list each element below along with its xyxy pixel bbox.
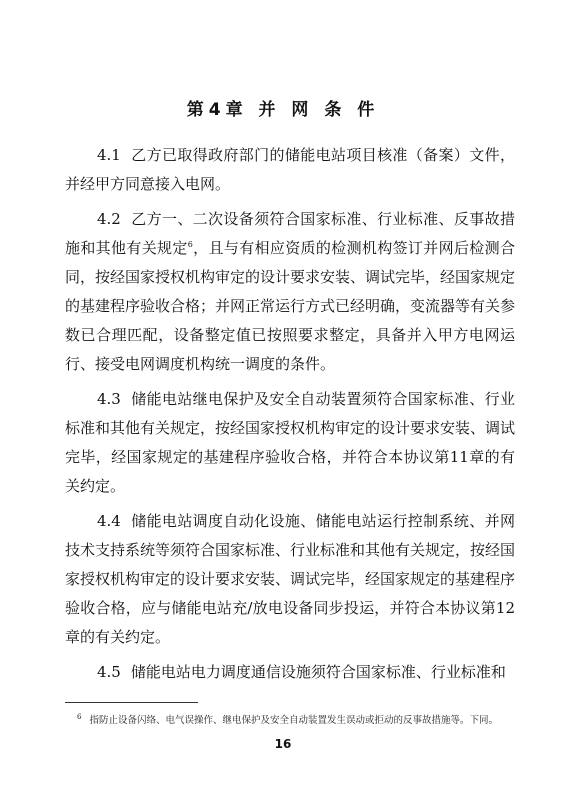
footnote-divider [65, 702, 198, 703]
clause-text-continued: ，且与有相应资质的检测机构签订并网后检测合同，按经国家授权机构审定的设计要求安装、调试完毕，经国家规定的基建程序验收合格；并网正常运行方式已经明确，变流器等有关参数已合理匹配，设备整定值已按照要求整定，具备并入甲方电网运行、接受电网调度机构统一调度的条件。 [65, 239, 516, 373]
clause-number: 4.4 [97, 512, 121, 530]
clause-number: 4.5 [97, 663, 121, 681]
clause-number: 4.2 [97, 210, 121, 228]
footnote-text: 指防止设备闪络、电气误操作、继电保护及安全自动装置发生误动或拒动的反事故措施等。下同。 [89, 715, 498, 727]
page-number: 16 [274, 737, 292, 751]
footnote-reference[interactable]: 6 [187, 240, 193, 249]
clause-text: 储能电站调度自动化设施、储能电站运行控制系统、并网技术支持系统等须符合国家标准、行业标准和其他有关规定，按经国家授权机构审定的设计要求安装、调试完毕，经国家规定的基建程序验收合格，应与储能电站充/放电设备同步投运，并符合本协议第12章的有关约定。 [65, 512, 516, 646]
clause-4-4 [65, 507, 515, 652]
clause-number: 4.3 [97, 390, 121, 408]
clause-4-3 [65, 385, 515, 501]
body-text [65, 141, 515, 693]
clause-text: 乙方一、二次设备须符合国家标准、行业标准、反事故措施和其他有关规定 [65, 210, 515, 257]
clause-4-1 [65, 141, 515, 199]
clause-text: 乙方已取得政府部门的储能电站项目核准（备案）文件，并经甲方同意接入电网。 [65, 146, 515, 193]
footnote [65, 710, 515, 728]
clause-4-2 [65, 205, 515, 379]
clause-number: 4.1 [97, 146, 121, 164]
clause-text: 储能电站电力调度通信设施须符合国家标准、行业标准和 [130, 663, 506, 681]
clause-4-5 [65, 658, 515, 687]
chapter-title: 第4章 并 网 条 件 [186, 100, 380, 120]
footnote-mark: 6 [77, 713, 82, 721]
clause-text: 储能电站继电保护及安全自动装置须符合国家标准、行业标准和其他有关规定，按经国家授权机构审定的设计要求安装、调试完毕，经国家规定的基建程序验收合格，并符合本协议第11章的有关约定。 [65, 390, 516, 495]
